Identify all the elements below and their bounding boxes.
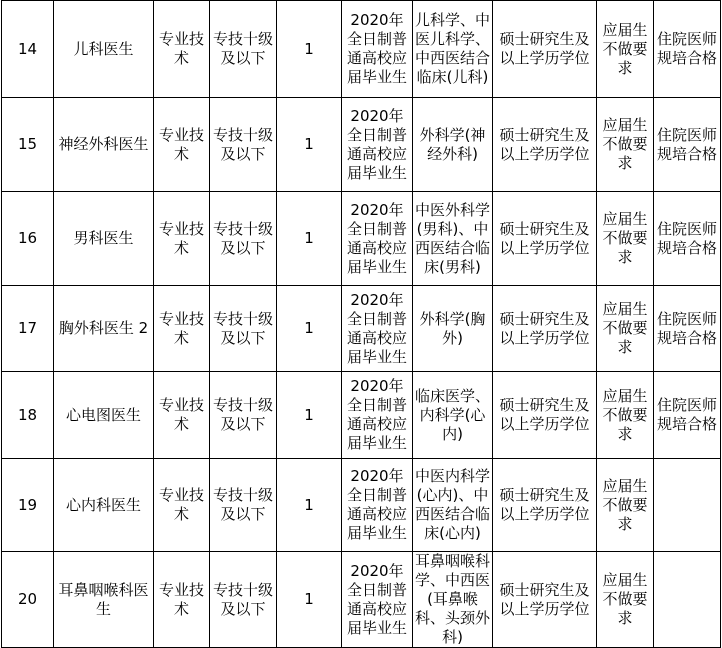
position-name: 儿科医生 bbox=[54, 1, 154, 98]
position-level: 专技十级及以下 bbox=[210, 192, 277, 286]
target-group: 2020年全日制普通高校应届毕业生 bbox=[342, 372, 413, 459]
experience-requirement: 应届生不做要求 bbox=[597, 98, 654, 192]
other-requirement: 住院医师规培合格 bbox=[654, 286, 721, 372]
table-row bbox=[2, 372, 721, 459]
target-group: 2020年全日制普通高校应届毕业生 bbox=[342, 459, 413, 552]
table-row bbox=[2, 459, 721, 552]
position-category: 专业技术 bbox=[154, 286, 210, 372]
row-number: 15 bbox=[2, 98, 54, 192]
position-level: 专技十级及以下 bbox=[210, 372, 277, 459]
position-level: 专技十级及以下 bbox=[210, 459, 277, 552]
hiring-count: 1 bbox=[277, 98, 342, 192]
experience-requirement: 应届生不做要求 bbox=[597, 552, 654, 648]
position-level: 专技十级及以下 bbox=[210, 552, 277, 648]
major-requirement: 儿科学、中医儿科学、中西医结合临床(儿科) bbox=[413, 1, 493, 98]
education-requirement: 硕士研究生及以上学历学位 bbox=[493, 192, 597, 286]
major-requirement: 外科学(神经外科) bbox=[413, 98, 493, 192]
table-row bbox=[2, 98, 721, 192]
position-level: 专技十级及以下 bbox=[210, 286, 277, 372]
row-number: 20 bbox=[2, 552, 54, 648]
position-category: 专业技术 bbox=[154, 1, 210, 98]
target-group: 2020年全日制普通高校应届毕业生 bbox=[342, 192, 413, 286]
position-name: 心内科医生 bbox=[54, 459, 154, 552]
position-category: 专业技术 bbox=[154, 372, 210, 459]
table-row bbox=[2, 552, 721, 648]
other-requirement: 住院医师规培合格 bbox=[654, 372, 721, 459]
major-requirement: 临床医学、内科学(心内) bbox=[413, 372, 493, 459]
major-requirement: 耳鼻咽喉科学、中西医(耳鼻喉科、头颈外科) bbox=[413, 552, 493, 648]
position-name: 男科医生 bbox=[54, 192, 154, 286]
row-number: 16 bbox=[2, 192, 54, 286]
target-group: 2020年全日制普通高校应届毕业生 bbox=[342, 552, 413, 648]
target-group: 2020年全日制普通高校应届毕业生 bbox=[342, 1, 413, 98]
position-name: 神经外科医生 bbox=[54, 98, 154, 192]
position-name: 心电图医生 bbox=[54, 372, 154, 459]
table-row bbox=[2, 192, 721, 286]
education-requirement: 硕士研究生及以上学历学位 bbox=[493, 459, 597, 552]
position-level: 专技十级及以下 bbox=[210, 1, 277, 98]
experience-requirement: 应届生不做要求 bbox=[597, 286, 654, 372]
hiring-count: 1 bbox=[277, 192, 342, 286]
hiring-count: 1 bbox=[277, 1, 342, 98]
target-group: 2020年全日制普通高校应届毕业生 bbox=[342, 286, 413, 372]
major-requirement: 中医外科学(男科)、中西医结合临床(男科) bbox=[413, 192, 493, 286]
education-requirement: 硕士研究生及以上学历学位 bbox=[493, 552, 597, 648]
experience-requirement: 应届生不做要求 bbox=[597, 192, 654, 286]
education-requirement: 硕士研究生及以上学历学位 bbox=[493, 286, 597, 372]
position-name: 耳鼻咽喉科医生 bbox=[54, 552, 154, 648]
experience-requirement: 应届生不做要求 bbox=[597, 459, 654, 552]
target-group: 2020年全日制普通高校应届毕业生 bbox=[342, 98, 413, 192]
major-requirement: 中医内科学(心内)、中西医结合临床(心内) bbox=[413, 459, 493, 552]
row-number: 18 bbox=[2, 372, 54, 459]
position-level: 专技十级及以下 bbox=[210, 98, 277, 192]
position-category: 专业技术 bbox=[154, 192, 210, 286]
experience-requirement: 应届生不做要求 bbox=[597, 372, 654, 459]
major-requirement: 外科学(胸外) bbox=[413, 286, 493, 372]
hiring-count: 1 bbox=[277, 459, 342, 552]
row-number: 19 bbox=[2, 459, 54, 552]
other-requirement: 住院医师规培合格 bbox=[654, 192, 721, 286]
other-requirement bbox=[654, 459, 721, 552]
row-number: 17 bbox=[2, 286, 54, 372]
table-row bbox=[2, 286, 721, 372]
recruitment-table bbox=[1, 0, 721, 648]
other-requirement: 住院医师规培合格 bbox=[654, 1, 721, 98]
hiring-count: 1 bbox=[277, 372, 342, 459]
position-category: 专业技术 bbox=[154, 459, 210, 552]
position-category: 专业技术 bbox=[154, 98, 210, 192]
other-requirement bbox=[654, 552, 721, 648]
row-number: 14 bbox=[2, 1, 54, 98]
education-requirement: 硕士研究生及以上学历学位 bbox=[493, 372, 597, 459]
education-requirement: 硕士研究生及以上学历学位 bbox=[493, 98, 597, 192]
position-name: 胸外科医生 2 bbox=[54, 286, 154, 372]
experience-requirement: 应届生不做要求 bbox=[597, 1, 654, 98]
other-requirement: 住院医师规培合格 bbox=[654, 98, 721, 192]
hiring-count: 1 bbox=[277, 552, 342, 648]
hiring-count: 1 bbox=[277, 286, 342, 372]
table-row bbox=[2, 1, 721, 98]
position-category: 专业技术 bbox=[154, 552, 210, 648]
education-requirement: 硕士研究生及以上学历学位 bbox=[493, 1, 597, 98]
